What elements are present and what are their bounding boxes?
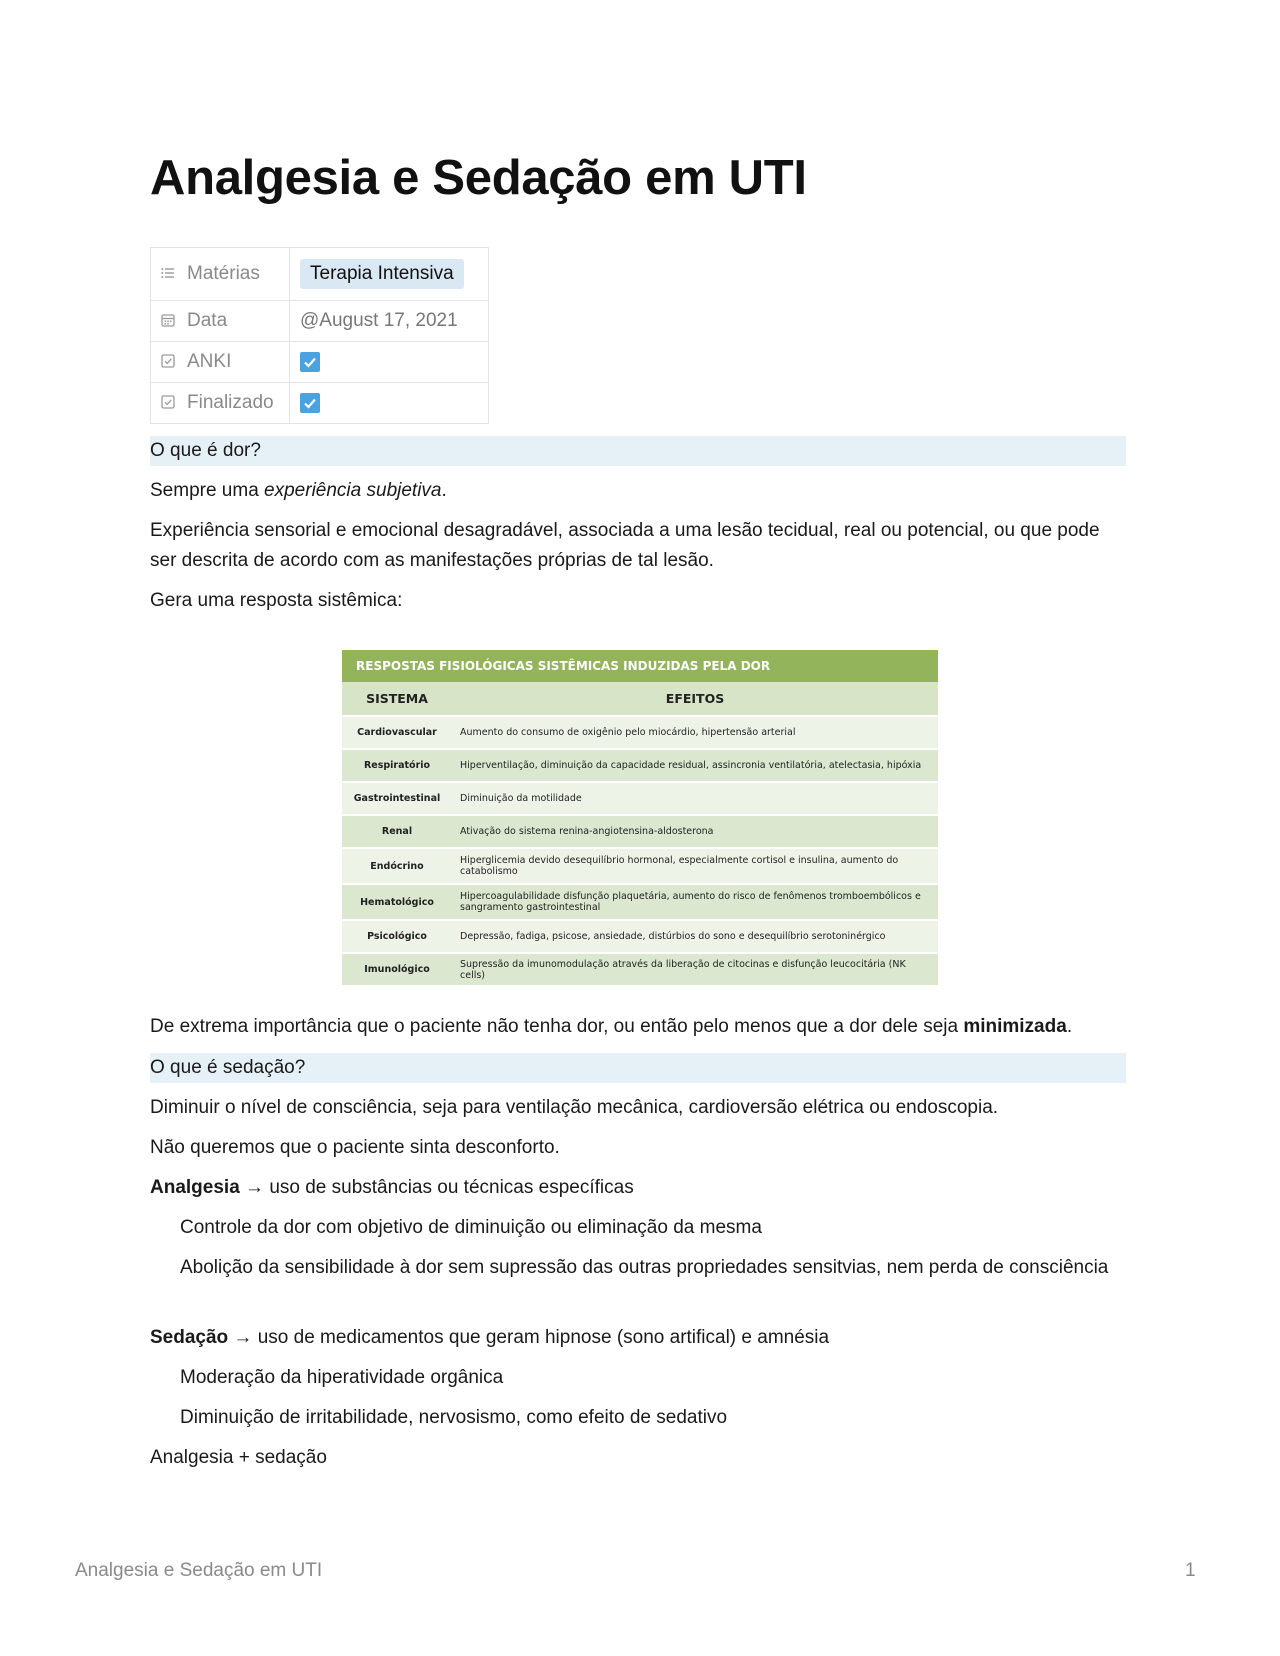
- tag-badge[interactable]: Terapia Intensiva: [300, 259, 464, 289]
- table-row: Renal Ativação do sistema renina-angiotensina-aldosterona: [342, 815, 938, 848]
- table-row: Endócrino Hiperglicemia devido desequilíbrio hormonal, especialmente cortisol e insulina, aumento do catabolismo: [342, 848, 938, 884]
- section-heading-sedacao: O que é sedação?: [150, 1053, 1126, 1083]
- table-row: Cardiovascular Aumento do consumo de oxigênio pelo miocárdio, hipertensão arterial: [342, 716, 938, 749]
- analgesia-line: Analgesia → uso de substâncias ou técnicas específicas: [150, 1177, 634, 1198]
- checkbox-icon: [161, 395, 175, 409]
- column-header: SISTEMA: [342, 682, 452, 716]
- property-row-anki: [151, 342, 489, 383]
- checked-checkbox[interactable]: [300, 393, 320, 413]
- column-header: EFEITOS: [452, 682, 938, 716]
- checked-checkbox[interactable]: [300, 352, 320, 372]
- property-key: ANKI: [187, 351, 232, 372]
- property-key: Data: [187, 310, 228, 331]
- list-icon: [161, 266, 175, 280]
- paragraph: Sempre uma experiência subjetiva.: [150, 480, 447, 501]
- paragraph: De extrema importância que o paciente não tenha dor, ou então pelo menos que a dor dele seja minimizada.: [150, 1016, 1073, 1037]
- properties-table: [150, 247, 489, 424]
- list-item: Diminuição de irritabilidade, nervosismo, como efeito de sedativo: [180, 1407, 728, 1428]
- property-row-materias: [151, 248, 489, 301]
- table-row: Gastrointestinal Diminuição da motilidade: [342, 782, 938, 815]
- paragraph: Não queremos que o paciente sinta desconforto.: [150, 1137, 560, 1158]
- paragraph: Analgesia + sedação: [150, 1447, 327, 1468]
- list-item: Controle da dor com objetivo de diminuição ou eliminação da mesma: [180, 1217, 762, 1238]
- table-row: Respiratório Hiperventilação, diminuição da capacidade residual, assincronia ventilatória, atelectasia, hipóxia: [342, 749, 938, 782]
- section-heading-dor: O que é dor?: [150, 436, 1126, 466]
- footer-title: Analgesia e Sedação em UTI: [75, 1560, 323, 1581]
- sedacao-line: Sedação → uso de medicamentos que geram hipnose (sono artifical) e amnésia: [150, 1327, 830, 1348]
- physiological-responses-table-image: [342, 650, 938, 985]
- calendar-icon: [161, 313, 175, 327]
- list-item: Abolição da sensibilidade à dor sem supressão das outras propriedades sensitvias, nem perda de consciência: [180, 1257, 1109, 1278]
- table-row: Imunológico Supressão da imunomodulação através da liberação de citocinas e disfunção leucocitária (NK cells): [342, 953, 938, 985]
- paragraph: Diminuir o nível de consciência, seja para ventilação mecânica, cardioversão elétrica ou endoscopia.: [150, 1097, 999, 1118]
- property-key: Finalizado: [187, 392, 274, 413]
- paragraph: Experiência sensorial e emocional desagradável, associada a uma lesão tecidual, real ou potencial, ou que pode ser descrita de acordo com as manifestações próprias de tal lesão.: [150, 520, 1100, 571]
- page-number: 1: [1185, 1560, 1196, 1581]
- date-value[interactable]: @August 17, 2021: [290, 301, 489, 342]
- page-title: Analgesia e Sedação em UTI: [150, 151, 807, 205]
- list-item: Moderação da hiperatividade orgânica: [180, 1367, 504, 1388]
- property-row-data: [151, 301, 489, 342]
- paragraph: Gera uma resposta sistêmica:: [150, 590, 403, 611]
- checkbox-icon: [161, 354, 175, 368]
- table-row: Hematológico Hipercoagulabilidade disfunção plaquetária, aumento do risco de fenômenos tromboembólicos e sangramento gastrointestinal: [342, 884, 938, 920]
- property-key: Matérias: [187, 263, 260, 284]
- figure-title: RESPOSTAS FISIOLÓGICAS SISTÊMICAS INDUZIDAS PELA DOR: [342, 650, 938, 682]
- table-row: Psicológico Depressão, fadiga, psicose, ansiedade, distúrbios do sono e desequilíbrio serotoninérgico: [342, 920, 938, 953]
- property-row-finalizado: [151, 383, 489, 424]
